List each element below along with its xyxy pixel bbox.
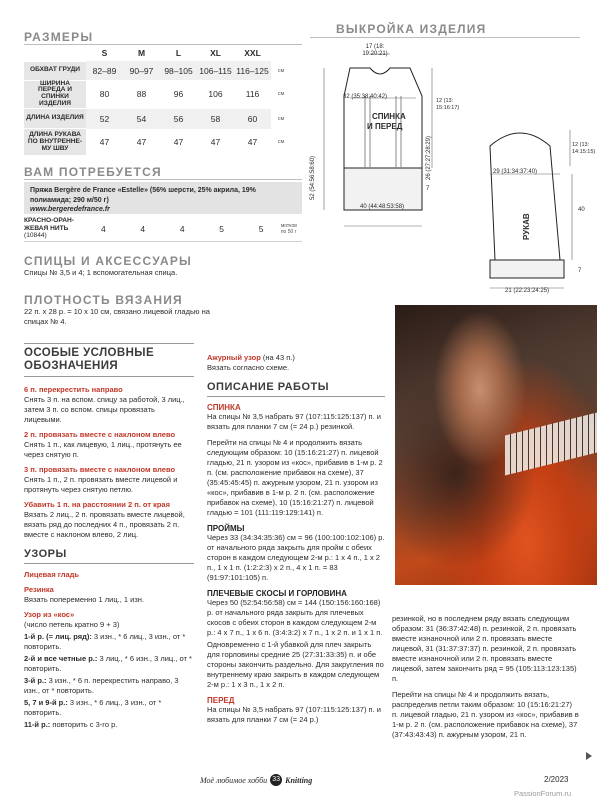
neck-width-label: 17 (18: 19:20:21) (362, 44, 388, 57)
size-header: S (101, 48, 108, 58)
page-number: 33 (270, 774, 282, 786)
legend-title: ОСОБЫЕ УСЛОВНЫЕ ОБОЗНАЧЕНИЯ (24, 347, 155, 372)
color-code: (10844) (24, 232, 47, 240)
pattern-row: 2-й и все четные р.: 3 лиц., * 6 изн., 3 лиц., от * повторить. (24, 654, 192, 673)
table-cell: 96 (173, 89, 184, 100)
table-cell: 47 (173, 137, 184, 148)
table-row (24, 61, 291, 80)
column-3 (392, 614, 580, 742)
table-row (24, 109, 291, 129)
table-cell: 106–115 (197, 61, 234, 80)
table-cell: 47 (210, 137, 221, 148)
table-cell: 116 (245, 89, 260, 100)
sizes-title: РАЗМЕРЫ (24, 30, 94, 44)
pattern-item-head: Резинка (24, 585, 54, 594)
yarn-box (24, 182, 302, 214)
back-head: СПИНКА (207, 403, 241, 412)
watermark: PassionForum.ru (514, 789, 572, 798)
row-label: ДЛИНА ИЗДЕЛИЯ (24, 109, 86, 129)
legend-item-text: Снять 3 п. на вспом. спицу за работой, 3 лиц., затем 3 п. со вспом. спицы провязать лицевыми. (24, 395, 185, 424)
sleeve-label: РУКАВ (522, 213, 531, 240)
continue-arrow-icon (586, 752, 592, 760)
sleeve-outline (490, 133, 560, 260)
shoulder-label: 12 (13: 15:16:17) (436, 98, 460, 111)
amount-cell: 4 (140, 223, 146, 234)
front-head: ПЕРЕД (207, 696, 235, 705)
pattern-schema (310, 40, 580, 302)
legend-item-head: 3 п. провязать вместе с наклоном влево (24, 465, 176, 474)
patterns-title: УЗОРЫ (24, 548, 194, 564)
table-cell: 90–97 (123, 61, 160, 80)
legend-item-text: Снять 1 п., как лицевую, 1 лиц., протянуть ее через снятую п. (24, 440, 182, 459)
pattern-row: 3-й р.: 3 изн., * 6 п. перекрестить направо, 3 изн., от * повторить. (24, 676, 179, 695)
table-cell: 80 (99, 89, 110, 100)
table-cell: 47 (99, 137, 110, 148)
armhole-text: Через 33 (34:34:35:36) см = 96 (100:100:102:106) р. от начального ряда закрыть для пройм с обеих сторон в каждом следующем 2-м р.: 1 x 4 п., 1 x 2 п., 1 x 1 п. (1:2:2:3) x 2 п., 4 x 1 п. = 83 (91:97:101:105) п. (207, 533, 385, 582)
color-label: КРАСНО-ОРАН-ЖЕВАЯ НИТЬ (24, 217, 74, 232)
model-photo (395, 305, 597, 585)
pattern-item-head: Лицевая гладь (24, 570, 80, 579)
pattern-row: 5, 7 и 9-й р.: 3 изн., * 6 лиц., 3 изн., от * повторить. (24, 698, 162, 717)
shoulder-text-2: Одновременно с 1-й убавкой для плеч закрыть для горловины средние 25 (27:31:33:35) п. и обе стороны закончить раздельно. Для закругления по внутреннему краю закрыть в каждом следующем 2-м р.: 1 x 3 п., 1 x 2 п. (207, 640, 384, 689)
pattern-item-head: Узор из «кос» (24, 610, 75, 619)
unit-cell: см (277, 67, 285, 74)
front-continued-1: резинкой, но в последнем ряду вязать следующим образом: 31 (36:37:42:48) п. резинкой, 2 п. провязать вместе изнаночной или 2 п. провязать вместе лицевой, 31 (31:37:37:37) п. резинкой, 2 п. провязать вместе изнаночной или 2 п. провязать вместе лицевой, затем закончить ряд = 95 (105:113:123:135) п. (392, 614, 577, 683)
amount-unit: мотков по 50 г (280, 222, 297, 235)
schema-title: ВЫКРОЙКА ИЗДЕЛИЯ (336, 22, 487, 36)
sizes-header-row (24, 45, 291, 61)
footer (200, 774, 312, 786)
size-header: XL (210, 48, 221, 58)
back-text-1: На спицы № 3,5 набрать 97 (107:115:125:137) п. и вязать для планки 7 см (= 24 р.) резинкой. (207, 412, 381, 431)
shoulder-text: Через 50 (52:54:56:58) см = 144 (150:156:160:168) р. от начального ряда закрыть для плечевых скосов с обеих сторон в каждом следующем 2-м р.: 4 x 7 п., 1 x 6 п. (3:4:3:2) x 7 п., 1 x 2 п. и 1 x 1 п. (207, 598, 383, 637)
legend-item-head: 6 п. перекрестить направо (24, 385, 123, 394)
color-label-block (24, 217, 84, 240)
legend-item-text: Вязать 2 лиц., 2 п. провязать вместе лицевой, вязать ряд до последних 4 п., провязать 2 п. вместе с наклоном влево, 2 лиц. (24, 510, 185, 539)
amount-cell: 4 (100, 223, 106, 234)
lace-text: Вязать согласно схеме. (207, 363, 290, 372)
sleeve-length-label: 40 (578, 207, 585, 213)
needles-title: СПИЦЫ И АКСЕССУАРЫ (24, 254, 192, 268)
row-label: ШИРИНА ПЕРЕДА И СПИНКИ ИЗДЕЛИЯ (24, 80, 86, 109)
lace-count: (на 43 п.) (260, 353, 295, 362)
front-text: На спицы № 3,5 набрать 97 (107:115:125:137) п. и вязать для планки 7 см (= 24 р.) (207, 705, 381, 724)
yarn-website: www.bergeredefrance.fr (30, 206, 110, 213)
pattern-row: 11-й р.: повторить с 3-го р. (24, 720, 118, 729)
column-1 (24, 343, 194, 732)
row-label: ДЛИНА РУКАВА ПО ВНУТРЕННЕ-МУ ШВУ (24, 129, 86, 156)
pattern-item-text: Вязать попеременно 1 лиц., 1 изн. (24, 595, 144, 604)
hem-width-label: 40 (44:48:53:58) (360, 204, 405, 210)
sleeve-cuff (490, 260, 564, 278)
table-cell: 106 (208, 89, 223, 100)
table-row (24, 129, 291, 156)
issue-number: 2/2023 (544, 775, 569, 784)
sleeve-width-label: 29 (31:34:37:40) (493, 169, 538, 175)
table-cell: 47 (136, 137, 147, 148)
row-label: ОБХВАТ ГРУДИ (24, 61, 86, 80)
table-cell: 88 (136, 89, 147, 100)
armhole-width-label: 32 (35:38:40:42) (343, 94, 388, 100)
body-label-2: И ПЕРЕД (367, 122, 403, 131)
table-row (24, 80, 291, 109)
divider (310, 37, 580, 38)
legend-item (24, 500, 194, 540)
front-continued-2: Перейти на спицы № 4 и продолжить вязать, распределив петли таким образом: 10 (15:16:21:27) п. лицевой гладью, 21 п. узором из «кос», прибавив в 1-м р. 2 п. (см. расположение прибавок на схеме), 37 (37:43:43:43) п. ажурным узором, 21 п. (392, 690, 579, 739)
pattern-item (24, 585, 194, 605)
side-height-label: 7 (426, 186, 430, 192)
lace-block (207, 353, 385, 373)
materials-title: ВАМ ПОТРЕБУЕТСЯ (24, 165, 162, 179)
table-cell: 56 (160, 109, 197, 129)
gauge-title: ПЛОТНОСТЬ ВЯЗАНИЯ (24, 293, 183, 307)
body-label-1: СПИНКА (372, 112, 406, 121)
amount-cell: 4 (179, 223, 185, 234)
shoulder-head: ПЛЕЧЕВЫЕ СКОСЫ И ГОРЛОВИНА (207, 589, 347, 598)
legend-item-text: Снять 1 п., 2 п. провязать вместе лицевой и протянуть через снятую петлю. (24, 475, 178, 494)
legend-item (24, 465, 194, 495)
cuff-width-label: 21 (22:23:24:25) (505, 288, 550, 294)
amount-cell: 5 (219, 223, 225, 234)
piano-keys (505, 411, 597, 476)
needles-text: Спицы № 3,5 и 4; 1 вспомогательная спица. (24, 268, 178, 277)
size-header: M (137, 48, 146, 58)
size-header: L (175, 48, 182, 58)
sizes-table (24, 45, 291, 156)
armhole-head: ПРОЙМЫ (207, 524, 245, 533)
divider (24, 179, 302, 180)
amount-cell: 5 (258, 223, 264, 234)
pattern-item-text: (число петель кратно 9 + 3) (24, 620, 120, 629)
table-cell: 60 (234, 109, 271, 129)
legend-item-head: 2 п. провязать вместе с наклоном влево (24, 430, 176, 439)
table-cell: 58 (197, 109, 234, 129)
pattern-item (24, 610, 194, 630)
body-height-label: 52 (54:56:58:60) (310, 155, 316, 200)
table-cell: 47 (247, 137, 258, 148)
work-title: ОПИСАНИЕ РАБОТЫ (207, 381, 385, 397)
table-cell: 116–125 (234, 61, 271, 80)
pattern-rows (24, 632, 194, 730)
size-header: XXL (244, 48, 261, 58)
unit-cell: см (277, 91, 285, 98)
magazine-name: Моё любимое хобби (200, 775, 268, 785)
cuff-height-label: 7 (578, 268, 582, 274)
legend-item (24, 385, 194, 425)
brand-name: Knitting (285, 775, 313, 785)
yarn-amount-row (24, 216, 302, 242)
table-cell: 54 (123, 109, 160, 129)
armhole-height-label: 26 (27:27:28:29) (426, 135, 432, 180)
table-cell: 82–89 (86, 61, 123, 80)
unit-cell: см (277, 139, 285, 146)
sleeve-top-label: 12 (13: 14:15:15) (572, 142, 596, 155)
legend-item-head: Убавить 1 п. на расстоянии 2 п. от края (24, 500, 170, 509)
unit-cell: см (277, 115, 285, 122)
pattern-row: 1-й р. (= лиц. ряд): 3 изн., * 6 лиц., 3 изн., от * повторить. (24, 632, 186, 651)
back-text-2: Перейти на спицы № 4 и продолжить вязать следующим образом: 10 (15:16:21:27) п. лицевой гладью, 21 п. узором из «кос», прибавив в 1-м р. 2 п. (см. расположение прибавок на схеме), 37 (35:45:45:45) п. ажурным узором, 21 п. узором из «кос», прибавив в 1-м р. 2 п. (см. расположение прибавок на схеме), 10 (15:16:21:27) п. лицевой гладью = 101 (111:119:129:141) п. (207, 438, 383, 517)
gauge-text: 22 п. х 28 р. = 10 х 10 см, связано лицевой гладью на спицах № 4. (24, 307, 210, 326)
column-2 (207, 353, 385, 727)
table-cell: 52 (86, 109, 123, 129)
lace-head: Ажурный узор (207, 353, 261, 362)
table-cell: 98–105 (160, 61, 197, 80)
pattern-item (24, 570, 194, 580)
legend-item (24, 430, 194, 460)
yarn-description: Пряжа Bergère de France «Estelle» (56% шерсти, 25% акрила, 19% полиамида; 290 м/50 г) (30, 187, 256, 204)
